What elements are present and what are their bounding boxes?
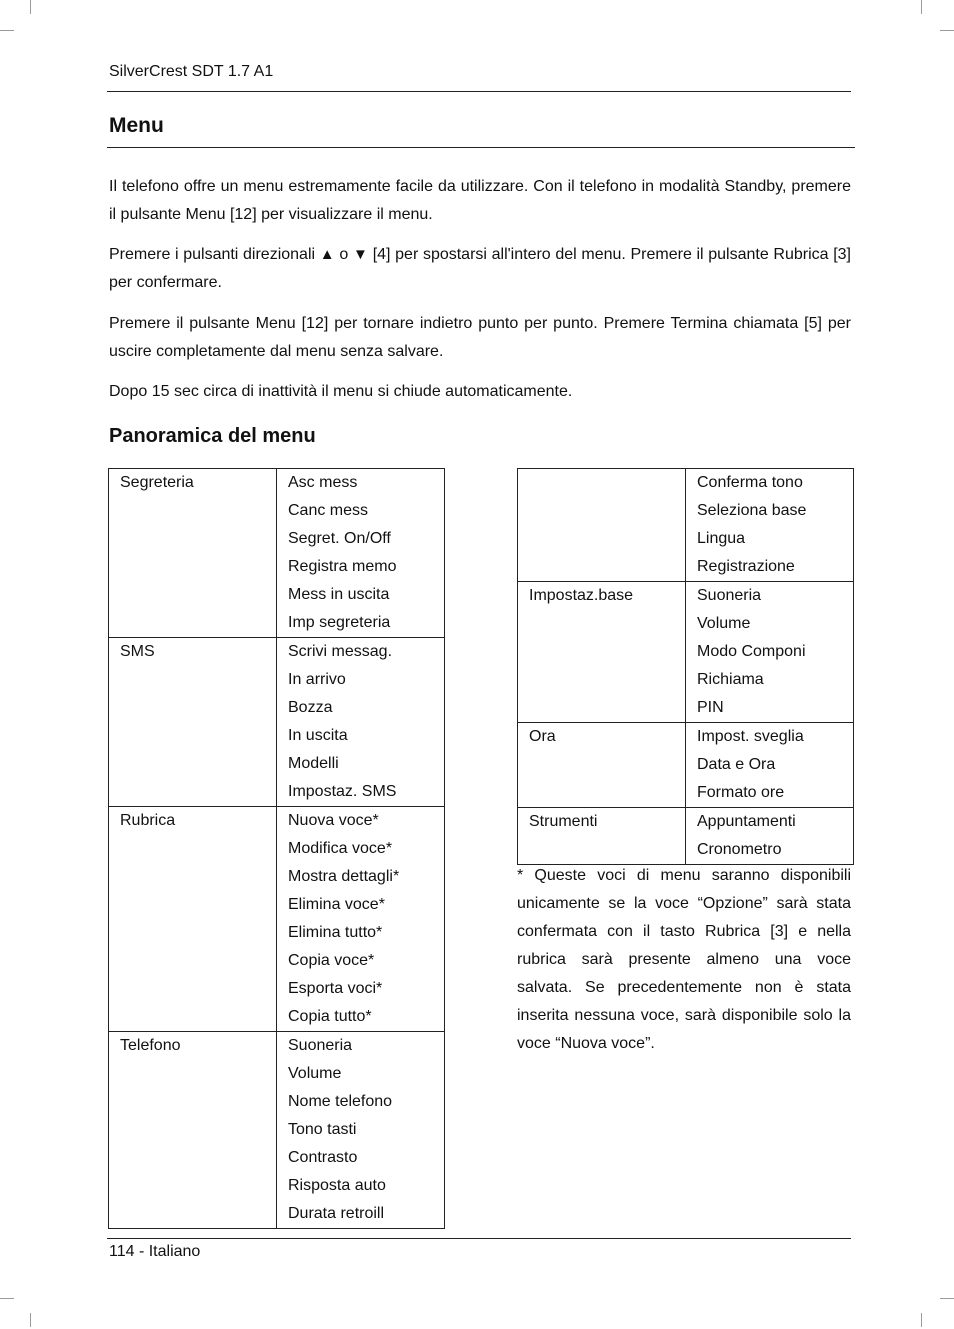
menu-item: In uscita — [288, 727, 348, 744]
menu-item: In arrivo — [288, 671, 346, 688]
crop-mark — [921, 1313, 922, 1327]
menu-item: Modifica voce* — [288, 840, 393, 857]
crop-mark — [30, 1313, 31, 1327]
menu-items-cell — [277, 638, 445, 807]
menu-category: Strumenti — [529, 813, 598, 830]
menu-category-cell — [518, 808, 686, 865]
menu-row — [109, 1032, 445, 1229]
menu-items-cell — [686, 723, 854, 808]
menu-items-cell — [686, 808, 854, 865]
page-title: Menu — [109, 114, 164, 137]
arrow-down-icon: ▼ — [353, 246, 369, 263]
menu-item: Durata retroill — [288, 1205, 385, 1222]
menu-item: Modelli — [288, 755, 339, 772]
crop-mark — [940, 1298, 954, 1299]
menu-table-left — [108, 468, 445, 1229]
menu-item: Nome telefono — [288, 1093, 393, 1110]
menu-item: Richiama — [697, 671, 764, 688]
menu-category-cell — [518, 723, 686, 808]
menu-item: Suoneria — [288, 1037, 353, 1054]
paragraph-text: Premere i pulsanti direzionali — [109, 246, 320, 263]
menu-row — [518, 469, 854, 582]
menu-item: Volume — [697, 615, 751, 632]
paragraph-text: o — [334, 246, 353, 263]
menu-category-cell — [109, 638, 277, 807]
menu-item: Registrazione — [697, 558, 795, 575]
menu-item: Mostra dettagli* — [288, 868, 400, 885]
menu-item: Volume — [288, 1065, 342, 1082]
menu-item: Segret. On/Off — [288, 530, 391, 547]
title-rule — [107, 147, 855, 148]
menu-item: Suoneria — [697, 587, 762, 604]
menu-item: Contrasto — [288, 1149, 358, 1166]
crop-mark — [940, 30, 954, 31]
menu-category: Segreteria — [120, 474, 194, 491]
crop-mark — [921, 0, 922, 14]
menu-item: Esporta voci* — [288, 980, 383, 997]
menu-category-cell — [109, 807, 277, 1032]
menu-item: Conferma tono — [697, 474, 803, 491]
footnote: * Queste voci di menu saranno disponibili unicamente se la voce “Opzione” sarà stata confermata con il tasto Rubrica [3] e nella rubrica sarà presente almeno una voce salvata. Se precedentemente non è stata inserita nessuna voce, sarà disponibile solo la voce “Nuova voce”. — [517, 867, 851, 1052]
menu-items-cell — [686, 582, 854, 723]
running-header: SilverCrest SDT 1.7 A1 — [109, 63, 274, 80]
menu-item: PIN — [697, 699, 724, 716]
crop-mark — [30, 0, 31, 14]
menu-row — [109, 638, 445, 807]
section-subtitle: Panoramica del menu — [109, 425, 316, 447]
menu-category-cell — [109, 469, 277, 638]
menu-row — [518, 808, 854, 865]
menu-category: Impostaz.base — [529, 587, 634, 604]
menu-item: Copia tutto* — [288, 1008, 372, 1025]
menu-table-right — [517, 468, 854, 865]
menu-item: Formato ore — [697, 784, 785, 801]
menu-row — [518, 582, 854, 723]
header-rule — [107, 91, 851, 92]
paragraph-intro: Il telefono offre un menu estremamente facile da utilizzare. Con il telefono in modalità Standby, premere il pulsante Menu [12] per visualizzare il menu. — [109, 178, 851, 223]
menu-row — [109, 807, 445, 1032]
menu-item: Copia voce* — [288, 952, 375, 969]
menu-item: Impostaz. SMS — [288, 783, 397, 800]
footer-rule — [107, 1238, 851, 1239]
menu-item: Nuova voce* — [288, 812, 379, 829]
menu-category-cell — [518, 582, 686, 723]
menu-item: Canc mess — [288, 502, 369, 519]
menu-items-cell — [277, 469, 445, 638]
paragraph-navigation — [109, 241, 851, 297]
menu-category-cell — [518, 469, 686, 582]
menu-item: Elimina tutto* — [288, 924, 383, 941]
crop-mark — [0, 30, 14, 31]
menu-items-cell — [277, 1032, 445, 1229]
menu-category: Rubrica — [120, 812, 176, 829]
menu-item: Seleziona base — [697, 502, 807, 519]
paragraph-back: Premere il pulsante Menu [12] per tornare indietro punto per punto. Premere Termina chiamata [5] per uscire completamente dal menu senza salvare. — [109, 315, 851, 360]
menu-row — [518, 723, 854, 808]
crop-mark — [0, 1298, 14, 1299]
menu-item: Modo Componi — [697, 643, 806, 660]
page-number: 114 - Italiano — [109, 1243, 201, 1260]
menu-item: Mess in uscita — [288, 586, 390, 603]
menu-item: Scrivi messag. — [288, 643, 393, 660]
menu-item: Registra memo — [288, 558, 397, 575]
menu-category: Telefono — [120, 1037, 181, 1054]
menu-item: Risposta auto — [288, 1177, 386, 1194]
menu-item: Tono tasti — [288, 1121, 357, 1138]
menu-item: Appuntamenti — [697, 813, 796, 830]
arrow-up-icon: ▲ — [319, 246, 335, 263]
menu-item: Lingua — [697, 530, 746, 547]
menu-item: Data e Ora — [697, 756, 776, 773]
menu-items-cell — [686, 469, 854, 582]
menu-item: Impost. sveglia — [697, 728, 804, 745]
menu-category: Ora — [529, 728, 556, 745]
menu-category — [529, 469, 685, 497]
menu-category: SMS — [120, 643, 155, 660]
menu-item: Imp segreteria — [288, 614, 391, 631]
paragraph-timeout: Dopo 15 sec circa di inattività il menu si chiude automaticamente. — [109, 383, 573, 400]
menu-item: Elimina voce* — [288, 896, 385, 913]
menu-items-cell — [277, 807, 445, 1032]
menu-category-cell — [109, 1032, 277, 1229]
menu-row — [109, 469, 445, 638]
menu-item: Asc mess — [288, 474, 358, 491]
menu-item: Bozza — [288, 699, 333, 716]
paragraph-text: [4] per spostarsi all'intero del menu. Premere il pulsante Rubrica [3] per confermare. — [109, 246, 851, 291]
menu-item: Cronometro — [697, 841, 782, 858]
